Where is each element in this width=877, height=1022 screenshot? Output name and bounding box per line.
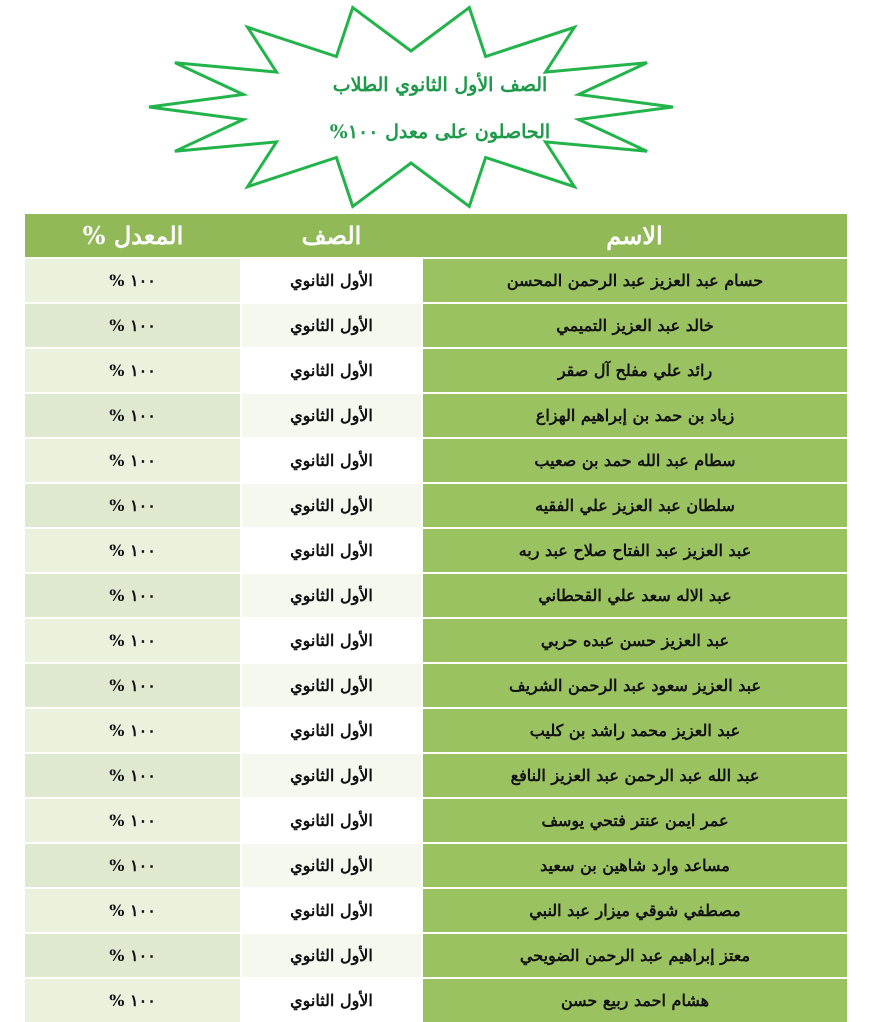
student-class-cell: الأول الثانوي — [241, 888, 422, 933]
student-average-value: ١٠٠ % — [109, 721, 156, 740]
table-row — [25, 303, 847, 348]
student-average-value: ١٠٠ % — [109, 451, 156, 470]
title-banner — [0, 0, 877, 215]
student-average-value: ١٠٠ % — [109, 361, 156, 380]
student-average-value: ١٠٠ % — [109, 496, 156, 515]
student-average-cell — [25, 618, 241, 663]
table-row — [25, 618, 847, 663]
student-average-cell — [25, 978, 241, 1022]
student-class-cell: الأول الثانوي — [241, 753, 422, 798]
student-name-cell: حسام عبد العزيز عبد الرحمن المحسن — [422, 258, 847, 303]
student-average-cell — [25, 393, 241, 438]
student-average-cell — [25, 438, 241, 483]
student-name-cell: عبد العزيز حسن عبده حربي — [422, 618, 847, 663]
table-row — [25, 348, 847, 393]
student-average-cell — [25, 663, 241, 708]
student-average-value: ١٠٠ % — [109, 901, 156, 920]
student-average-value: ١٠٠ % — [109, 811, 156, 830]
banner-title-line-1: الصف الأول الثانوي الطلاب — [332, 74, 548, 96]
student-class-cell: الأول الثانوي — [241, 798, 422, 843]
student-average-value: ١٠٠ % — [109, 271, 156, 290]
header-average: المعدل % — [25, 214, 241, 258]
honor-roll-table-wrapper — [25, 214, 847, 1022]
student-name-cell: مصطفي شوقي ميزار عبد النبي — [422, 888, 847, 933]
student-class-cell: الأول الثانوي — [241, 978, 422, 1022]
student-average-value: ١٠٠ % — [109, 586, 156, 605]
student-class-cell: الأول الثانوي — [241, 303, 422, 348]
student-name-cell: عبد العزيز عبد الفتاح صلاح عبد ربه — [422, 528, 847, 573]
student-average-cell — [25, 753, 241, 798]
student-average-cell — [25, 483, 241, 528]
honor-roll-table — [25, 214, 847, 1022]
student-average-cell — [25, 348, 241, 393]
student-class-cell: الأول الثانوي — [241, 933, 422, 978]
student-name-cell: رائد علي مفلح آل صقر — [422, 348, 847, 393]
student-class-cell: الأول الثانوي — [241, 663, 422, 708]
student-class-cell: الأول الثانوي — [241, 573, 422, 618]
table-row — [25, 393, 847, 438]
table-row — [25, 708, 847, 753]
table-row — [25, 258, 847, 303]
student-name-cell: مساعد وارد شاهين بن سعيد — [422, 843, 847, 888]
student-name-cell: عبد الله عبد الرحمن عبد العزيز النافع — [422, 753, 847, 798]
student-class-cell: الأول الثانوي — [241, 258, 422, 303]
table-row — [25, 888, 847, 933]
student-name-cell: سلطان عبد العزيز علي الفقيه — [422, 483, 847, 528]
student-average-cell — [25, 528, 241, 573]
student-average-cell — [25, 573, 241, 618]
student-name-cell: هشام احمد ربيع حسن — [422, 978, 847, 1022]
student-name-cell: عبد العزيز سعود عبد الرحمن الشريف — [422, 663, 847, 708]
table-header — [25, 214, 847, 258]
table-row — [25, 438, 847, 483]
table-row — [25, 573, 847, 618]
table-row — [25, 483, 847, 528]
student-average-value: ١٠٠ % — [109, 766, 156, 785]
student-average-cell — [25, 798, 241, 843]
student-class-cell: الأول الثانوي — [241, 708, 422, 753]
student-name-cell: عمر ايمن عنتر فتحي يوسف — [422, 798, 847, 843]
table-row — [25, 978, 847, 1022]
student-name-cell: سطام عبد الله حمد بن صعيب — [422, 438, 847, 483]
student-class-cell: الأول الثانوي — [241, 618, 422, 663]
student-average-cell — [25, 843, 241, 888]
table-row — [25, 528, 847, 573]
student-class-cell: الأول الثانوي — [241, 393, 422, 438]
banner-title-line-2: الحاصلون على معدل ١٠٠% — [329, 121, 551, 143]
student-average-cell — [25, 708, 241, 753]
table-body — [25, 258, 847, 1022]
header-class: الصف — [241, 214, 422, 258]
table-row — [25, 753, 847, 798]
student-average-value: ١٠٠ % — [109, 406, 156, 425]
student-class-cell: الأول الثانوي — [241, 438, 422, 483]
table-row — [25, 663, 847, 708]
student-name-cell: زياد بن حمد بن إبراهيم الهزاع — [422, 393, 847, 438]
student-average-value: ١٠٠ % — [109, 676, 156, 695]
table-row — [25, 843, 847, 888]
header-name: الاسم — [422, 214, 847, 258]
student-class-cell: الأول الثانوي — [241, 528, 422, 573]
student-class-cell: الأول الثانوي — [241, 348, 422, 393]
header-row — [25, 214, 847, 258]
student-name-cell: خالد عبد العزيز التميمي — [422, 303, 847, 348]
student-average-value: ١٠٠ % — [109, 946, 156, 965]
starburst-shape — [0, 0, 877, 215]
student-name-cell: معتز إبراهيم عبد الرحمن الضويحي — [422, 933, 847, 978]
student-class-cell: الأول الثانوي — [241, 483, 422, 528]
student-average-cell — [25, 303, 241, 348]
student-name-cell: عبد العزيز محمد راشد بن كليب — [422, 708, 847, 753]
student-average-cell — [25, 888, 241, 933]
student-average-value: ١٠٠ % — [109, 631, 156, 650]
student-average-value: ١٠٠ % — [109, 316, 156, 335]
student-average-value: ١٠٠ % — [109, 541, 156, 560]
student-class-cell: الأول الثانوي — [241, 843, 422, 888]
student-average-cell — [25, 258, 241, 303]
student-name-cell: عبد الاله سعد علي القحطاني — [422, 573, 847, 618]
student-average-value: ١٠٠ % — [109, 991, 156, 1010]
table-row — [25, 933, 847, 978]
student-average-value: ١٠٠ % — [109, 856, 156, 875]
table-row — [25, 798, 847, 843]
student-average-cell — [25, 933, 241, 978]
